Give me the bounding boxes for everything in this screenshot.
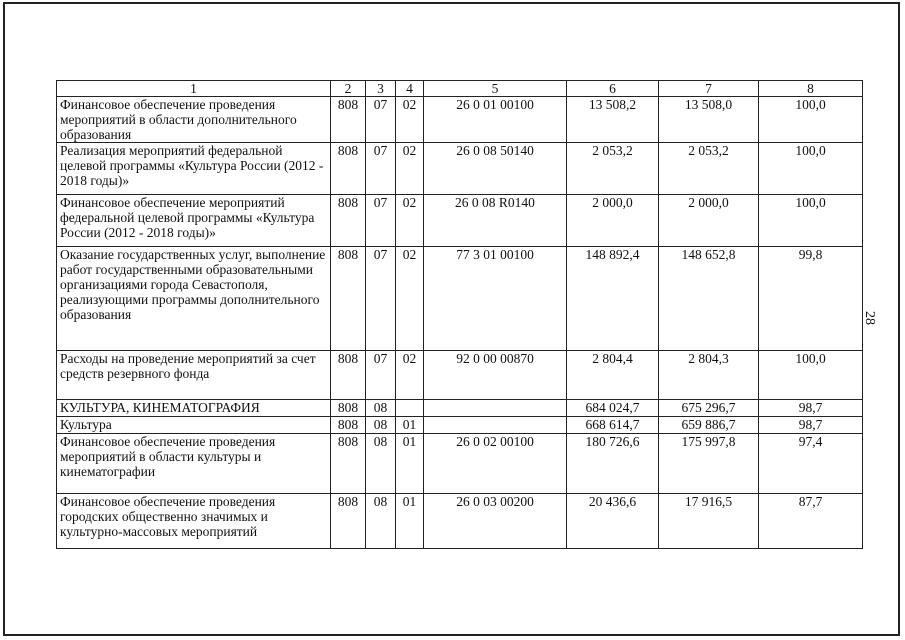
row-description: Оказание государственных услуг, выполнение работ государственными образовательными организациями города Севастополя, реализующими программы дополнительного образования [57, 247, 331, 351]
cell-code-3: 08 [366, 417, 396, 434]
table-row [57, 195, 863, 247]
cell-target-code [424, 400, 567, 417]
cell-planned: 2 804,4 [567, 351, 659, 400]
cell-code-2: 808 [331, 400, 366, 417]
cell-code-4 [396, 400, 424, 417]
table-row [57, 351, 863, 400]
table-row [57, 434, 863, 494]
cell-code-4: 02 [396, 247, 424, 351]
cell-target-code: 26 0 03 00200 [424, 494, 567, 549]
row-description: Финансовое обеспечение проведения мероприятий в области культуры и кинематографии [57, 434, 331, 494]
cell-actual: 659 886,7 [659, 417, 759, 434]
cell-percent: 98,7 [759, 417, 863, 434]
cell-target-code [424, 417, 567, 434]
table-row [57, 247, 863, 351]
cell-code-4: 01 [396, 417, 424, 434]
cell-percent: 100,0 [759, 97, 863, 143]
header-cell: 1 [57, 81, 331, 97]
cell-code-3: 07 [366, 195, 396, 247]
cell-code-4: 02 [396, 143, 424, 195]
cell-percent: 100,0 [759, 143, 863, 195]
cell-target-code: 92 0 00 00870 [424, 351, 567, 400]
cell-planned: 20 436,6 [567, 494, 659, 549]
cell-code-4: 01 [396, 434, 424, 494]
table-row [57, 97, 863, 143]
cell-planned: 668 614,7 [567, 417, 659, 434]
cell-code-2: 808 [331, 417, 366, 434]
cell-code-3: 07 [366, 247, 396, 351]
cell-code-3: 07 [366, 143, 396, 195]
cell-percent: 100,0 [759, 351, 863, 400]
header-cell: 4 [396, 81, 424, 97]
header-cell: 5 [424, 81, 567, 97]
cell-actual: 2 000,0 [659, 195, 759, 247]
cell-actual: 2 804,3 [659, 351, 759, 400]
row-description: Финансовое обеспечение проведения городских общественно значимых и культурно-массовых мероприятий [57, 494, 331, 549]
cell-actual: 13 508,0 [659, 97, 759, 143]
header-cell: 7 [659, 81, 759, 97]
cell-code-3: 08 [366, 494, 396, 549]
cell-percent: 98,7 [759, 400, 863, 417]
cell-target-code: 26 0 08 50140 [424, 143, 567, 195]
table-row [57, 143, 863, 195]
budget-table [56, 80, 863, 549]
cell-actual: 675 296,7 [659, 400, 759, 417]
cell-percent: 99,8 [759, 247, 863, 351]
table-row [57, 417, 863, 434]
row-description: Культура [57, 417, 331, 434]
cell-code-2: 808 [331, 143, 366, 195]
cell-target-code: 26 0 08 R0140 [424, 195, 567, 247]
cell-planned: 2 000,0 [567, 195, 659, 247]
header-cell: 2 [331, 81, 366, 97]
cell-code-4: 02 [396, 195, 424, 247]
header-cell: 6 [567, 81, 659, 97]
cell-code-2: 808 [331, 195, 366, 247]
table-row [57, 400, 863, 417]
cell-code-3: 07 [366, 351, 396, 400]
cell-percent: 100,0 [759, 195, 863, 247]
page-number: 28 [862, 311, 877, 325]
cell-actual: 175 997,8 [659, 434, 759, 494]
cell-target-code: 26 0 01 00100 [424, 97, 567, 143]
cell-percent: 87,7 [759, 494, 863, 549]
header-row [57, 81, 863, 97]
row-description: Расходы на проведение мероприятий за счет средств резервного фонда [57, 351, 331, 400]
row-description: КУЛЬТУРА, КИНЕМАТОГРАФИЯ [57, 400, 331, 417]
cell-percent: 97,4 [759, 434, 863, 494]
cell-code-2: 808 [331, 97, 366, 143]
cell-code-2: 808 [331, 351, 366, 400]
cell-code-4: 01 [396, 494, 424, 549]
row-description: Финансовое обеспечение проведения мероприятий в области дополнительного образования [57, 97, 331, 143]
cell-code-3: 08 [366, 400, 396, 417]
cell-actual: 17 916,5 [659, 494, 759, 549]
cell-code-4: 02 [396, 97, 424, 143]
cell-planned: 2 053,2 [567, 143, 659, 195]
cell-code-2: 808 [331, 247, 366, 351]
header-cell: 8 [759, 81, 863, 97]
cell-code-4: 02 [396, 351, 424, 400]
row-description: Финансовое обеспечение мероприятий федеральной целевой программы «Культура России (2012 - 2018 годы)» [57, 195, 331, 247]
header-cell: 3 [366, 81, 396, 97]
cell-code-2: 808 [331, 434, 366, 494]
table-row [57, 494, 863, 549]
cell-code-2: 808 [331, 494, 366, 549]
cell-planned: 180 726,6 [567, 434, 659, 494]
cell-code-3: 07 [366, 97, 396, 143]
cell-planned: 13 508,2 [567, 97, 659, 143]
cell-code-3: 08 [366, 434, 396, 494]
cell-actual: 2 053,2 [659, 143, 759, 195]
cell-actual: 148 652,8 [659, 247, 759, 351]
cell-target-code: 77 3 01 00100 [424, 247, 567, 351]
cell-planned: 684 024,7 [567, 400, 659, 417]
row-description: Реализация мероприятий федеральной целевой программы «Культура России (2012 - 2018 годы)» [57, 143, 331, 195]
cell-target-code: 26 0 02 00100 [424, 434, 567, 494]
cell-planned: 148 892,4 [567, 247, 659, 351]
